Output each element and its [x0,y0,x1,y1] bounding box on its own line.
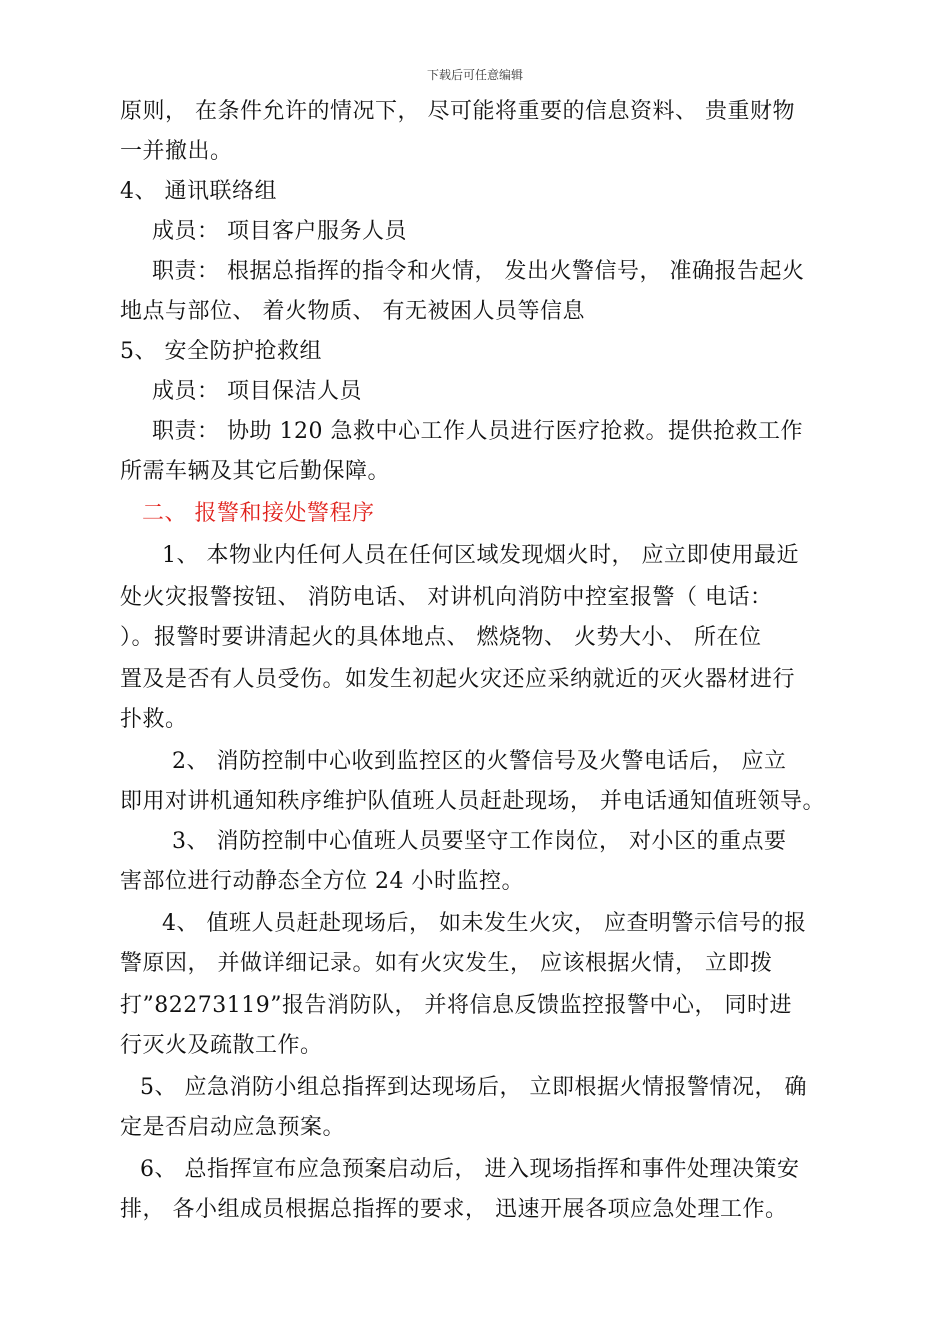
paragraph-line: 害部位进行动静态全方位 24 小时监控。 [120,869,524,894]
section-heading: 4、 通讯联络组 [120,179,277,204]
paragraph-line: 所需车辆及其它后勤保障。 [120,459,391,484]
paragraph-line: 警原因， 并做详细记录。如有火灾发生， 应该根据火情， 立即拨 [120,951,773,976]
paragraph-line: 3、 消防控制中心值班人员要坚守工作岗位， 对小区的重点要 [172,829,787,854]
paragraph-line: 扑救。 [120,707,188,732]
paragraph-line: 成员： 项目客户服务人员 [152,219,407,244]
paragraph-line: 定是否启动应急预案。 [120,1115,346,1140]
paragraph-line: 处火灾报警按钮、 消防电话、 对讲机向消防中控室报警（ 电话： [120,585,773,610]
paragraph-line: 5、 应急消防小组总指挥到达现场后， 立即根据火情报警情况， 确 [140,1075,807,1100]
paragraph-line: 6、 总指挥宣布应急预案启动后， 进入现场指挥和事件处理决策安 [140,1157,800,1182]
paragraph-line: 一并撤出。 [120,139,233,164]
paragraph-line: 职责： 协助 120 急救中心工作人员进行医疗抢救。提供抢救工作 [152,419,803,444]
paragraph-line: 即用对讲机通知秩序维护队值班人员赶赴现场， 并电话通知值班领导。 [120,789,825,814]
paragraph-line: 打”82273119”报告消防队， 并将信息反馈监控报警中心， 同时进 [120,993,792,1018]
paragraph-line: 置及是否有人员受伤。如发生初起火灾还应采纳就近的灭火器材进行 [120,667,796,692]
page-header: 下载后可任意编辑 [426,68,523,82]
paragraph-line: 成员： 项目保洁人员 [152,379,362,404]
paragraph-line: 1、 本物业内任何人员在任何区域发现烟火时， 应立即使用最近 [162,543,799,568]
chapter-heading: 二、 报警和接处警程序 [142,501,375,526]
paragraph-line: 4、 值班人员赶赴现场后， 如未发生火灾， 应查明警示信号的报 [162,911,807,936]
paragraph-line: 原则， 在条件允许的情况下， 尽可能将重要的信息资料、 贵重财物 [120,99,795,124]
paragraph-line: 2、 消防控制中心收到监控区的火警信号及火警电话后， 应立 [172,749,787,774]
paragraph-line: 排， 各小组成员根据总指挥的要求， 迅速开展各项应急处理工作。 [120,1197,788,1222]
paragraph-line: 职责： 根据总指挥的指令和火情， 发出火警信号， 准确报告起火 [152,259,805,284]
paragraph-line: 行灭火及疏散工作。 [120,1033,323,1058]
paragraph-line: 地点与部位、 着火物质、 有无被困人员等信息 [120,299,585,324]
section-heading: 5、 安全防护抢救组 [120,339,322,364]
paragraph-line: ）。报警时要讲清起火的具体地点、 燃烧物、 火势大小、 所在位 [120,625,762,650]
